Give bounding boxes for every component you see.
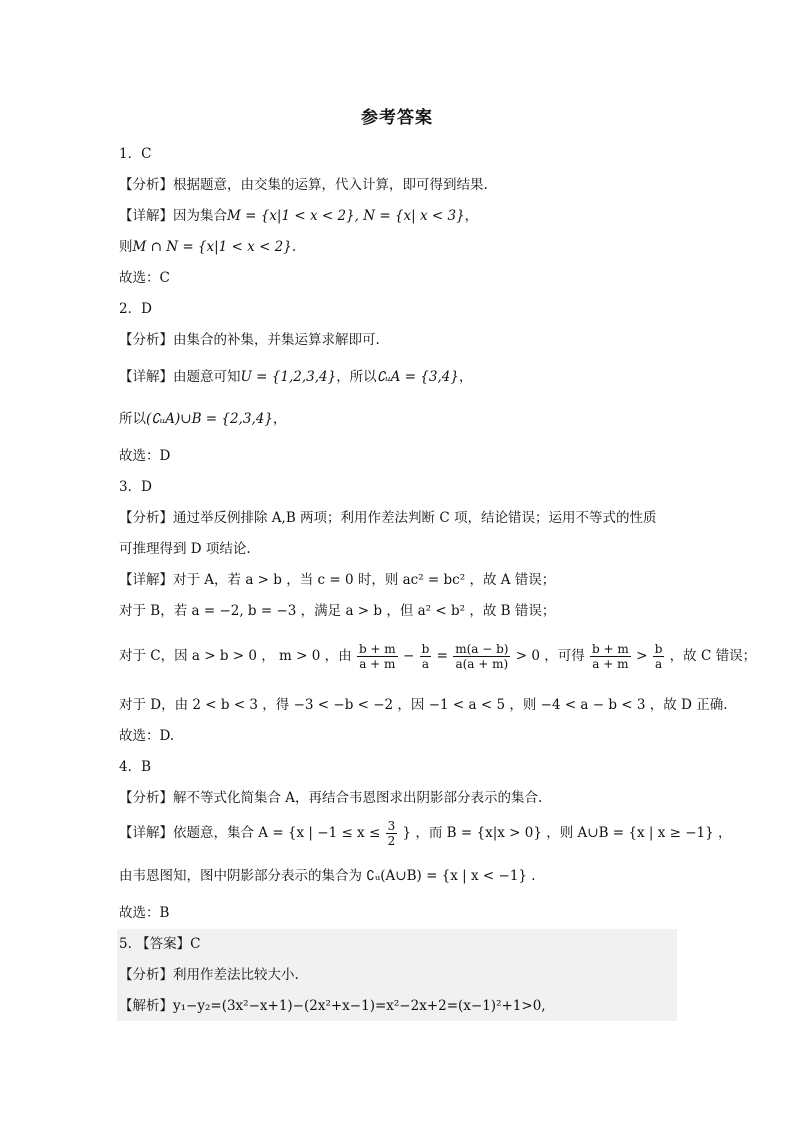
- q3-minus: −: [402, 648, 415, 664]
- q5-detail: 【解析】y₁−y₂=(3x²−x+1)−(2x²+x−1)=x²−2x+2=(x−1)²+1>0,: [119, 998, 546, 1014]
- q4-choice: 故选：B: [119, 905, 170, 921]
- q3-frac5-den: a: [654, 657, 663, 671]
- q3-frac5: [653, 642, 665, 671]
- q3-frac2: [420, 642, 432, 671]
- q5-analysis: 【分析】利用作差法比较大小.: [119, 967, 299, 983]
- q1-choice: 故选：C: [119, 270, 170, 286]
- q4-frac: [386, 819, 398, 848]
- q4-answer: 4．B: [119, 759, 152, 775]
- q4-detail-post: } ，而 B = {x|x > 0} ，则 A∪B = {x | x ≥ −1} ，: [402, 825, 732, 841]
- q3-frac1: [357, 642, 398, 671]
- page-title: 参考答案: [361, 108, 433, 128]
- q2-detail-mid: ，所以: [336, 369, 377, 385]
- q3-eq: =: [436, 648, 448, 664]
- q2-detail-math1: U = {1,2,3,4}: [240, 369, 337, 385]
- q1-detail: [119, 206, 478, 226]
- q3-detail-d: 对于 D，由 2 < b < 3 ，得 −3 < −b < −2 ，因 −1 < a < 5 ，则 −4 < a − b < 3 ，故 D 正确.: [119, 697, 728, 713]
- q3-detail-a: 【详解】对于 A，若 a > b ，当 c = 0 时，则 ac² = bc² ，故 A 错误；: [119, 572, 556, 588]
- q3-frac4: [590, 642, 631, 671]
- q5-answer: 5. 【答案】C: [119, 936, 201, 952]
- q1-then: [119, 237, 296, 257]
- q3-frac5-num: b: [654, 642, 663, 656]
- q2-detail-math2: ∁ᵤA = {3,4}: [376, 369, 459, 385]
- q3-frac4-num: b + m: [592, 642, 629, 656]
- q3-analysis-line1: 【分析】通过举反例排除 A,B 两项；利用作差法判断 C 项，结论错误；运用不等式的性质: [119, 510, 657, 526]
- q1-detail-prefix: 【详解】因为集合: [119, 208, 227, 224]
- q2-detail-suffix: ，: [458, 369, 473, 385]
- q4-detail-pre: 【详解】依题意，集合 A = {x | −1 ≤ x ≤: [119, 825, 381, 841]
- q3-frac3-num: m(a − b): [455, 642, 509, 656]
- q3-frac1-num: b + m: [358, 642, 396, 656]
- q3-detail-c: [119, 638, 756, 674]
- q2-detail-prefix: 【详解】由题意可知: [119, 369, 241, 385]
- q1-then-suffix: .: [291, 239, 297, 255]
- q3-detail-c-post: ，故 C 错误；: [669, 648, 757, 664]
- q1-analysis: 【分析】根据题意，由交集的运算，代入计算，即可得到结果.: [119, 177, 488, 193]
- q2-answer: 2．D: [119, 301, 152, 317]
- q3-detail-c-pre: 对于 C，因 a > b > 0 ， m > 0 ，由: [119, 648, 352, 664]
- q2-analysis: 【分析】由集合的补集，并集运算求解即可.: [119, 332, 380, 348]
- q3-gt0: > 0 ，可得: [515, 648, 585, 664]
- q3-frac3-den: a(a + m): [455, 657, 509, 671]
- q4-frac-num: 3: [387, 819, 396, 833]
- q2-so: [119, 409, 286, 429]
- q1-answer: 1．C: [119, 146, 152, 162]
- q2-choice: 故选：D: [119, 448, 171, 464]
- q2-detail: [119, 367, 472, 387]
- q3-frac2-num: b: [421, 642, 430, 656]
- q2-so-prefix: 所以: [119, 411, 146, 427]
- q3-frac4-den: a + m: [592, 657, 629, 671]
- q3-answer: 3．D: [119, 479, 152, 495]
- q3-analysis-line2: 可推理得到 D 项结论.: [119, 541, 251, 557]
- q4-venn: 由韦恩图知，图中阴影部分表示的集合为 ∁ᵤ(A∪B) = {x | x < −1} .: [119, 868, 536, 884]
- q2-so-suffix: ，: [272, 411, 287, 427]
- q3-frac2-den: a: [421, 657, 430, 671]
- q2-so-math: (∁ᵤA)∪B = {2,3,4}: [146, 411, 273, 427]
- q4-detail: [119, 816, 732, 850]
- q3-gt: >: [636, 648, 648, 664]
- q3-choice: 故选：D.: [119, 728, 175, 744]
- q4-frac-den: 2: [387, 834, 396, 848]
- q4-analysis: 【分析】解不等式化简集合 A，再结合韦恩图求出阴影部分表示的集合.: [119, 790, 543, 806]
- q3-frac1-den: a + m: [359, 657, 396, 671]
- q1-detail-math: M = {x|1 < x < 2}, N = {x| x < 3}: [227, 208, 465, 224]
- q3-detail-b: 对于 B，若 a = −2, b = −3 ，满足 a > b ，但 a² < b² ，故 B 错误；: [119, 603, 556, 619]
- q1-then-prefix: 则: [119, 239, 133, 255]
- q3-frac3: [453, 642, 510, 671]
- q1-then-math: M ∩ N = {x|1 < x < 2}: [132, 239, 292, 255]
- q1-detail-suffix: ，: [464, 208, 479, 224]
